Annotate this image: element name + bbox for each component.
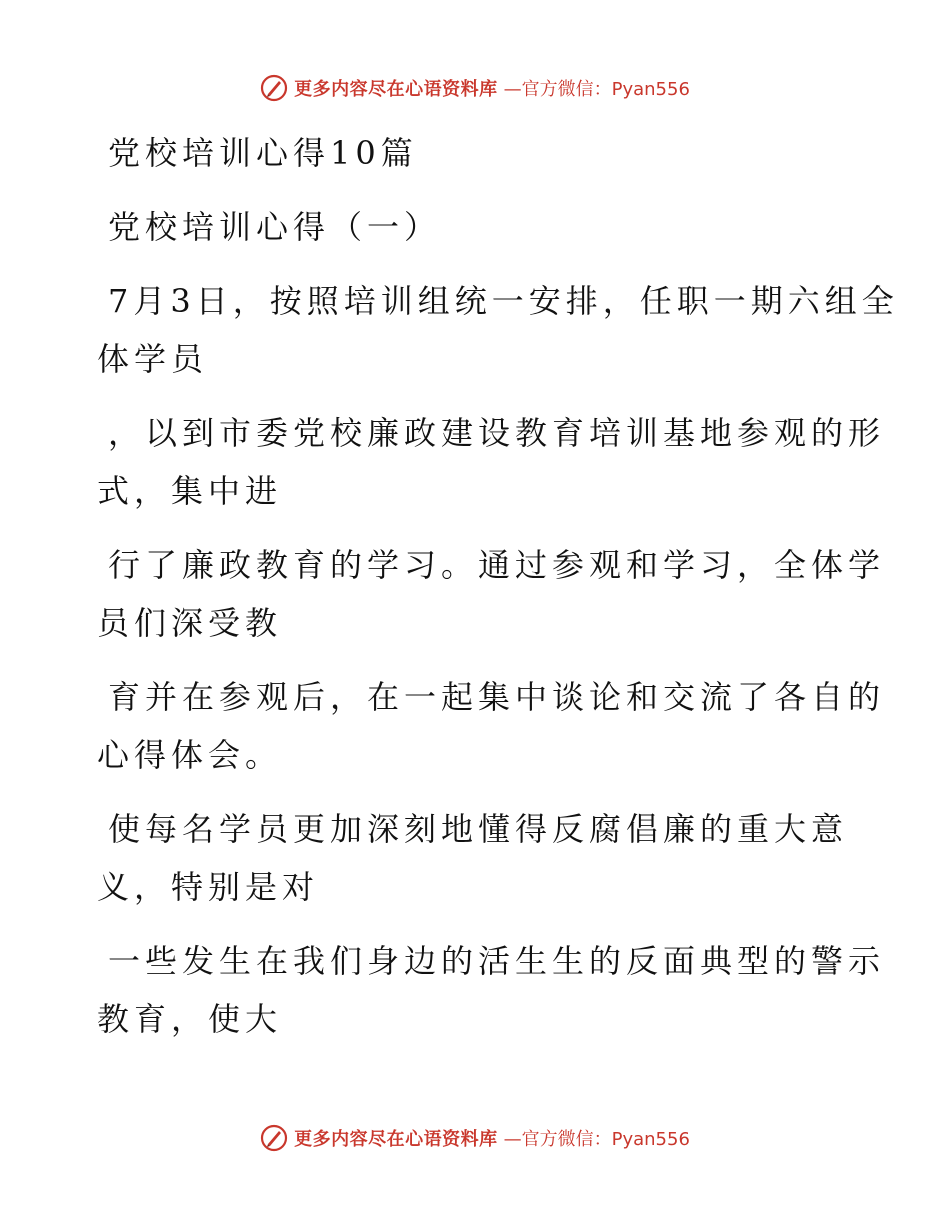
body-line: 7月3日，按照培训组统一安排，任职一期六组全 xyxy=(108,282,899,320)
body-line: 义，特别是对 xyxy=(97,868,320,906)
header-watermark-banner xyxy=(0,74,950,102)
body-line: 教育，使大 xyxy=(97,1000,283,1038)
footer-watermark-banner xyxy=(0,1124,950,1152)
banner-main-text: 更多内容尽在心语资料库 xyxy=(294,79,498,100)
quill-logo-icon xyxy=(260,1124,288,1152)
body-line: 员们深受教 xyxy=(97,604,283,642)
body-line: 心得体会。 xyxy=(97,736,283,774)
body-line: 行了廉政教育的学习。通过参观和学习，全体学 xyxy=(108,546,886,584)
document-body xyxy=(0,124,950,1048)
body-line: 体学员 xyxy=(97,340,209,378)
paragraph-lines xyxy=(0,272,950,1048)
quill-logo-icon xyxy=(260,74,288,102)
banner-sub-text: —官方微信：Pyan556 xyxy=(503,1129,690,1150)
banner-sub-text: —官方微信：Pyan556 xyxy=(503,79,690,100)
body-line: 式，集中进 xyxy=(97,472,283,510)
banner-main-text: 更多内容尽在心语资料库 xyxy=(294,1129,498,1150)
body-line: 育并在参观后，在一起集中谈论和交流了各自的 xyxy=(108,678,886,716)
body-line: 使每名学员更加深刻地懂得反腐倡廉的重大意 xyxy=(108,810,849,848)
document-title: 党校培训心得10篇 xyxy=(108,134,418,172)
body-line: ，以到市委党校廉政建设教育培训基地参观的形 xyxy=(108,414,886,452)
document-subtitle: 党校培训心得（一） xyxy=(108,208,442,246)
body-line: 一些发生在我们身边的活生生的反面典型的警示 xyxy=(108,942,886,980)
